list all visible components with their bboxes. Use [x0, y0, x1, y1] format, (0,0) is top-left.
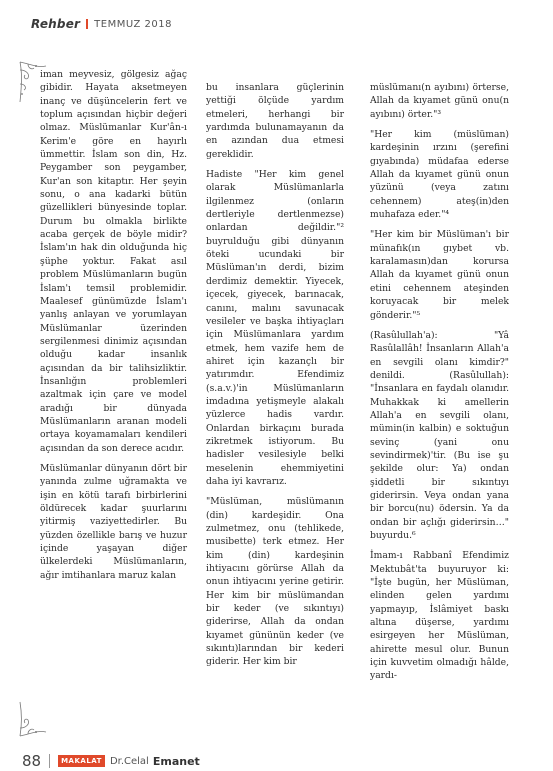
- page-footer: [22, 752, 200, 770]
- section-badge: MAKALAT: [58, 755, 105, 767]
- text-column-1: [40, 68, 187, 582]
- author-title: Dr.Celal: [109, 755, 149, 767]
- text-column-2: [206, 81, 344, 669]
- paragraph: "Her kim bir Müslüman'ı bir münafık(ın gıybet vb. karalamasın)dan korursa Allah da kıyamet günü onun etini cehennem ateşinden koruyacak bir melek gönderir."⁵: [370, 229, 509, 321]
- author-name: Emanet: [152, 754, 200, 768]
- paragraph: "Her kim (müslüman) kardeşinin ırzını (şerefini gıyabında) müdafaa ederse Allah da kıyamet günü onun yüzünü (veya zatını cehennem) ateş(in)den muhafaza eder."⁴: [370, 129, 509, 221]
- paragraph: iman meyvesiz, gölgesiz ağaç gibidir. Hayata aksetmeyen inanç ve düşüncelerin fert ve toplum açısından hiçbir değeri olmaz. Müslümanlar Kur'ân-ı Kerim'e göre en hayırlı ümmettir. İslam son din, Hz. Peygamber son peygamber, Kur'an son kitaptır. Her şeyin sonu, o ana kadarki bütün güzellikleri bünyesinde toplar. Durum bu olmakla birlikte acaba gerçek de böyle midir? İslam'ın hak din olduğunda hiç şüphe yoktur. Fakat asıl problem Müslümanların bugün İslam'ı temsil problemidir. Maalesef günümüzde İslam'ı yanlış anlayan ve yorumlayan Müslümanlar üzerinden sergilenmesi dinimiz açısından olduğu kadar insanlık açısından da bir talihsizliktir. İnsanlığın problemleri azaltmak için çare ve model aradığı bir dünyada Müslümanların aranan modeli ortaya koyamamaları kendileri açısından da son derece acıdır.: [40, 69, 187, 454]
- corner-ornament-bottom-icon: [16, 700, 52, 740]
- page-number: 88: [22, 752, 42, 770]
- paragraph: İmam-ı Rabbanî Efendimiz Mektubât'ta buyuruyor ki: "İşte bugün, her Müslüman, elinden gelen yardımı yapmayıp, İslâmiyet baskı altına düşerse, yardımı esirgeyen her Müslüman, ahirette mesul olur. Bunun için kuvvetim olmadığı hâlde, yardı-: [370, 550, 509, 682]
- paragraph: Hadiste "Her kim genel olarak Müslümanlarla ilgilenmez (onların dertleriyle dertlenmezse) onlardan değildir."² buyrulduğu gibi dünyanın öteki ucundaki bir Müslüman'ın derdi, bizim derdimiz demektir. Yiyecek, içecek, giyecek, barınacak, canını, malını savunacak vesileler ve başka ihtiyaçları için Müslümanlara yardım etmek, hem vazife hem de ahiret için kazançlı bir yatırımdır. Efendimiz (s.a.v.)'in Müslümanların imdadına yetişmeyle alakalı yüzlerce hadis vardır. Onlardan birkaçını burada zikretmek istiyorum. Bu hadisler vesilesiyle belki meselenin ehemmiyetini daha iyi kavrarız.: [206, 169, 344, 487]
- paragraph: Müslümanlar dünyanın dört bir yanında zulme uğramakta ve işin en kötü tarafı birbirlerini öldürecek kadar şuurlarını yitirmiş vaziyettedirler. Bu yüzden özellikle barış ve huzur içinde yaşayan diğer ülkelerdeki Müslümanların, ağır imtihanlara maruz kalan: [40, 462, 187, 581]
- header-divider: [86, 19, 88, 29]
- magazine-brand: Rehber: [31, 17, 81, 31]
- paragraph: "Müslüman, müslümanın (din) kardeşidir. Ona zulmetmez, onu (tehlikede, musibette) terk etmez. Her kim (din) kardeşinin ihtiyacını görürse Allah da onun ihtiyacını yerine getirir. Her kim bir müslümandan bir keder (ve sıkıntıyı) giderirse, Allah da ondan kıyamet gününün keder (ve sıkıntı)larından bir kederi giderir. Her kim bir: [206, 496, 344, 668]
- paragraph: bu insanlara güçlerinin yettiği ölçüde yardım etmeleri, herhangi bir yardımda bulunamayanın da en azından dua etmesi gereklidir.: [206, 82, 344, 160]
- issue-date: TEMMUZ 2018: [94, 18, 172, 30]
- paragraph: müslümanı(n ayıbını) örterse, Allah da kıyamet günü onu(n ayıbını) örter."³: [370, 82, 509, 120]
- footer-divider: [49, 754, 50, 768]
- page-header: [31, 16, 172, 32]
- paragraph: (Rasûlullah'a): "Yâ Rasûlallâh! İnsanların Allah'a en sevgili olanı kimdir?" denildi. (Rasûlullah): "İnsanlara en faydalı olanıdır. Muhakkak ki amellerin Allah'a en sevgili olanı, mümin(in kalbin) e soktuğun sevinç (yani onu sevindirmek)'tir. (Bu ise şu şekilde olur: Ya) ondan şiddetli bir sıkıntıyı giderirsin. Veya ondan yana bir borcu(nu) ödersin. Ya da ondan bir açlığı giderirsin…" buyurdu.⁶: [370, 329, 509, 541]
- text-column-3: [370, 81, 509, 683]
